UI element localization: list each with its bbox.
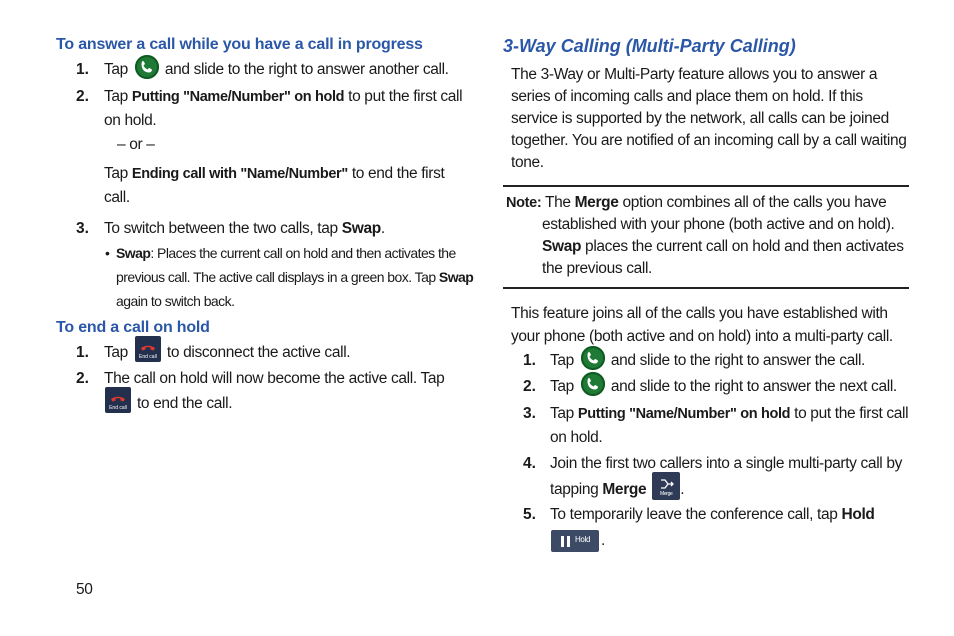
note-text: places the current call on hold and then activates <box>581 238 904 255</box>
note-text: The <box>541 194 575 211</box>
phone-answer-icon <box>135 55 159 79</box>
option-label: Putting "Name/Number" on hold <box>577 406 791 422</box>
paragraph-line: This feature joins all of the calls you have established with <box>511 305 888 322</box>
step-text: . <box>380 220 385 237</box>
step-text: to put the first call <box>790 405 909 422</box>
end-call-icon <box>135 336 161 362</box>
step-put-first-call-on-hold <box>550 405 908 423</box>
end-call-icon-label: End call <box>109 405 127 411</box>
step-number: 1. <box>76 344 89 361</box>
step-text: and slide to the right to answer another call. <box>164 61 449 79</box>
option-label: Putting "Name/Number" on hold <box>131 89 345 105</box>
step-text: To temporarily leave the conference call, tap <box>550 506 842 523</box>
step-text: Tap <box>104 88 132 105</box>
note-line1 <box>506 194 886 212</box>
phone-answer-icon <box>581 372 605 396</box>
step-number: 1. <box>523 352 536 369</box>
step-end-first-call <box>104 165 444 183</box>
step-text: call. <box>104 189 130 206</box>
intro-paragraph-line: The 3-Way or Multi-Party feature allows you to answer a <box>511 66 878 83</box>
option-label: Swap <box>116 245 151 261</box>
step-text: Tap <box>104 61 128 79</box>
note-bottom-rule <box>503 287 909 289</box>
step-number: 1. <box>76 61 89 78</box>
paragraph-line: your phone (both active and on hold) into a multi-party call. <box>511 328 893 345</box>
step-text: Tap <box>550 352 574 370</box>
heading-end-call-on-hold: To end a call on hold <box>56 319 210 336</box>
note-top-rule <box>503 185 909 187</box>
bullet: • <box>105 245 110 261</box>
bullet-swap-line1 <box>116 245 456 261</box>
or-separator: – or – <box>117 136 155 153</box>
note-text: the previous call. <box>542 260 653 277</box>
step-number: 2. <box>76 370 89 387</box>
note-text: established with your phone (both active and on hold). <box>542 216 895 233</box>
step-number: 3. <box>76 220 89 237</box>
merge-icon <box>652 472 680 500</box>
step-number: 2. <box>76 88 89 105</box>
step-text: to put the first call <box>344 88 463 105</box>
end-call-icon-label: End call <box>139 354 157 360</box>
step-number: 4. <box>523 455 536 472</box>
step-number: 5. <box>523 506 536 523</box>
step-text: Tap <box>550 378 574 396</box>
step-text: on hold. <box>104 112 157 129</box>
step-text: Tap <box>550 405 578 422</box>
step-switch-calls <box>104 220 385 238</box>
step-text: tapping <box>550 481 603 499</box>
option-label: Merge <box>602 481 647 499</box>
intro-paragraph-line: service is supported by the network, all calls can be joined <box>511 110 889 127</box>
intro-paragraph-line: together. You are notified of an incoming call by a call waiting <box>511 132 907 149</box>
step-text: To switch between the two calls, tap <box>104 220 342 237</box>
step-text: on hold. <box>550 429 603 446</box>
step-text: The call on hold will now become the active call. Tap <box>104 370 445 387</box>
step-merge <box>550 480 684 500</box>
note-text: option combines all of the calls you have <box>618 194 887 211</box>
step-text: to end the first <box>347 165 445 182</box>
intro-paragraph-line: tone. <box>511 154 544 171</box>
end-call-icon <box>105 387 131 413</box>
option-label: Merge <box>574 194 619 211</box>
step-disconnect-active-call <box>104 344 350 362</box>
step-answer-call <box>550 352 865 370</box>
bullet-swap-line2 <box>116 269 473 285</box>
step-number: 3. <box>523 405 536 422</box>
step-put-first-call-on-hold <box>104 88 462 106</box>
step-text: to end the call. <box>136 395 233 413</box>
step-text: Tap <box>104 344 128 362</box>
step-number: 2. <box>523 378 536 395</box>
option-label: Swap <box>438 269 474 285</box>
hold-icon-label: Hold <box>575 535 591 544</box>
intro-paragraph-line: series of incoming calls and place them on hold. If this <box>511 88 863 105</box>
bullet-text: previous call. The active call displays in a green box. Tap <box>116 269 439 285</box>
phone-answer-icon <box>581 346 605 370</box>
option-label: Ending call with "Name/Number" <box>131 166 348 182</box>
step-answer-another-call <box>104 61 449 79</box>
option-label: Swap <box>542 238 582 255</box>
step-text: . <box>601 532 605 550</box>
step-hold <box>550 506 875 524</box>
section-title: 3-Way Calling (Multi-Party Calling) <box>503 36 796 56</box>
page-number: 50 <box>76 581 93 598</box>
option-label: Swap <box>341 220 381 237</box>
step-hold-icon-line <box>551 530 605 552</box>
bullet-text: : Places the current call on hold and then activates the <box>150 245 456 261</box>
hold-icon <box>551 530 599 552</box>
step-text: and slide to the right to answer the next call. <box>610 378 897 396</box>
merge-icon-label: Merge <box>660 491 673 497</box>
step-end-call <box>104 395 232 413</box>
step-text: Tap <box>104 165 132 182</box>
step-text: . <box>680 481 685 499</box>
note-line3 <box>542 238 904 256</box>
option-label: Hold <box>841 506 875 523</box>
heading-answer-call-in-progress: To answer a call while you have a call in progress <box>56 36 423 53</box>
step-text: to disconnect the active call. <box>166 344 351 362</box>
bullet-text: again to switch back. <box>116 293 235 309</box>
step-text: Join the first two callers into a single multi-party call by <box>550 455 903 472</box>
step-answer-next-call <box>550 378 897 396</box>
step-text: and slide to the right to answer the call. <box>610 352 866 370</box>
note-label: Note: <box>506 195 542 211</box>
